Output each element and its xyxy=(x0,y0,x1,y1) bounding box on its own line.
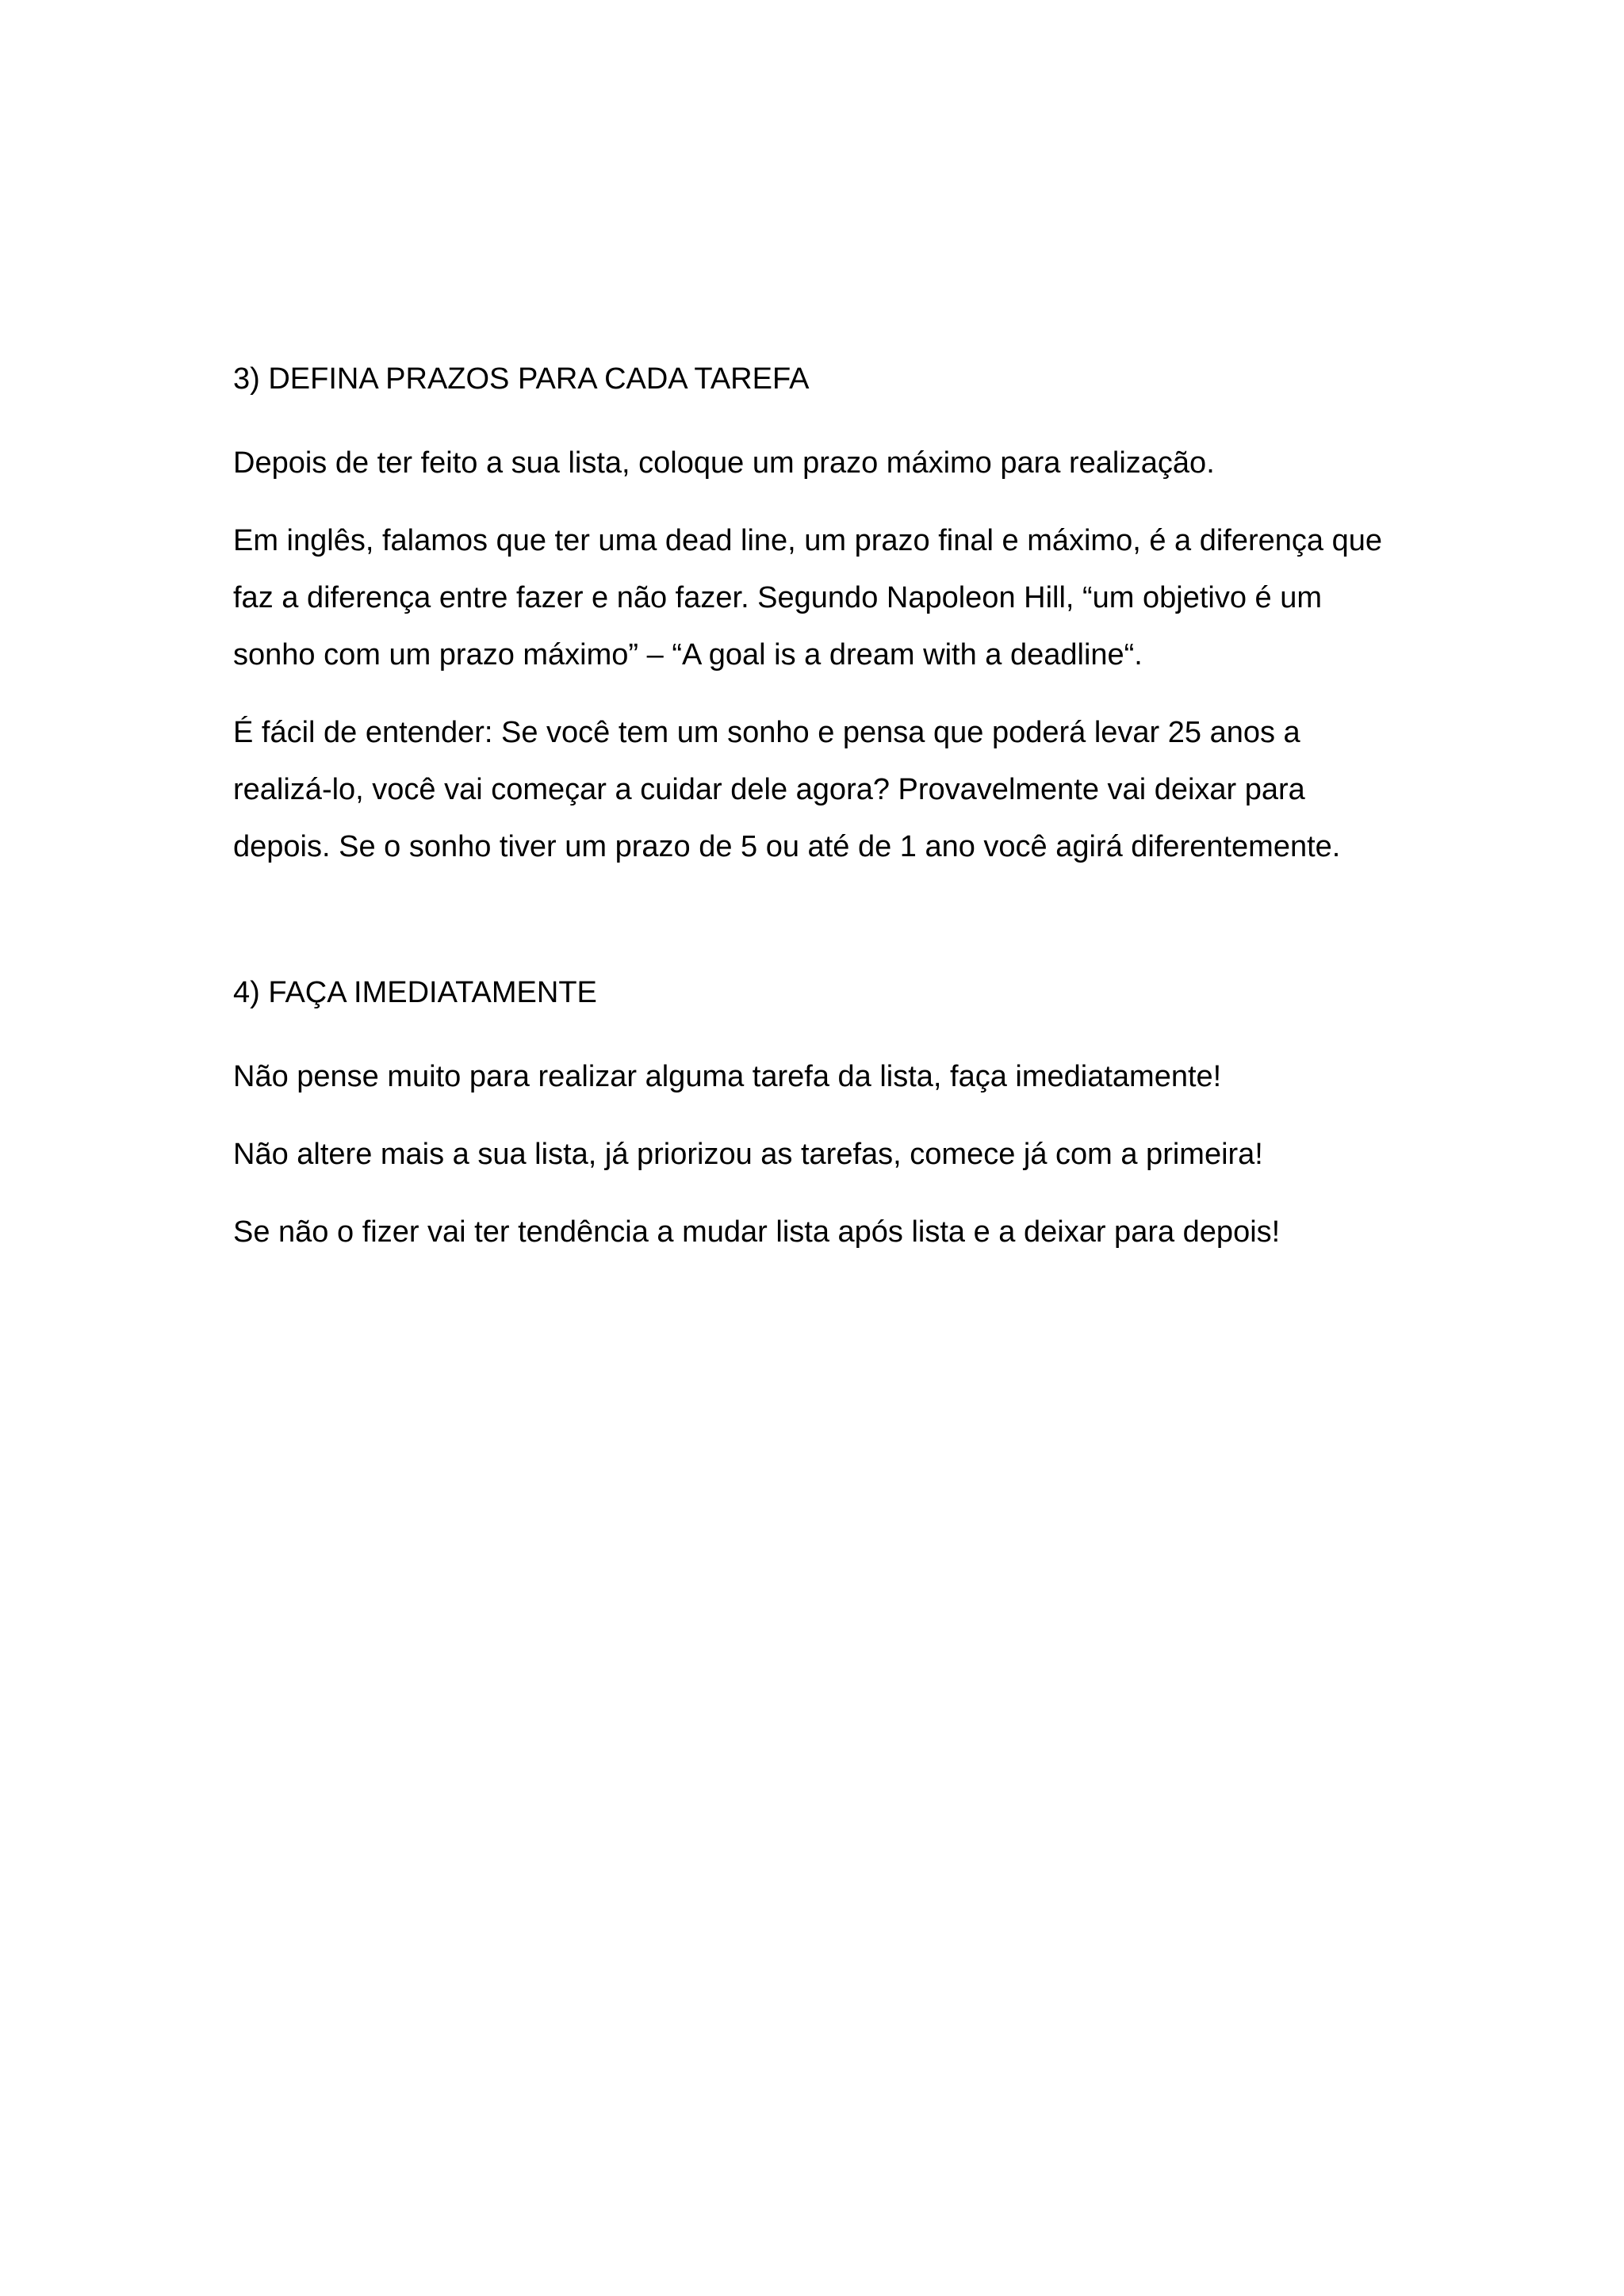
paragraph xyxy=(233,1048,1407,1105)
text-line: Não altere mais a sua lista, já priorizou as tarefas, comece já com a primeira! xyxy=(233,1138,1263,1171)
section-heading: 4) FAÇA IMEDIATAMENTE xyxy=(233,976,597,1009)
paragraph xyxy=(233,1126,1407,1183)
section-heading: 3) DEFINA PRAZOS PARA CADA TAREFA xyxy=(233,362,810,396)
section-spacer xyxy=(233,896,1407,970)
paragraph xyxy=(233,1203,1407,1261)
text-line: depois. Se o sonho tiver um prazo de 5 ou até de 1 ano você agirá diferentemente. xyxy=(233,830,1341,863)
paragraph xyxy=(233,704,1407,875)
document-page xyxy=(233,357,1407,1281)
text-line: sonho com um prazo máximo” – “A goal is a dream with a deadline“. xyxy=(233,638,1143,672)
text-line: Se não o fizer vai ter tendência a mudar lista após lista e a deixar para depois! xyxy=(233,1215,1281,1249)
text-line: faz a diferença entre fazer e não fazer. Segundo Napoleon Hill, “um objetivo é um xyxy=(233,581,1323,614)
section-define-deadlines xyxy=(233,357,1407,875)
text-line: Em inglês, falamos que ter uma dead line, um prazo final e máximo, é a diferença que xyxy=(233,524,1382,557)
section-do-immediately xyxy=(233,970,1407,1261)
text-line: Não pense muito para realizar alguma tarefa da lista, faça imediatamente! xyxy=(233,1060,1222,1093)
paragraph xyxy=(233,512,1407,683)
text-line: Depois de ter feito a sua lista, coloque um prazo máximo para realização. xyxy=(233,446,1215,480)
text-line: É fácil de entender: Se você tem um sonho e pensa que poderá levar 25 anos a xyxy=(233,716,1300,749)
text-line: realizá-lo, você vai começar a cuidar dele agora? Provavelmente vai deixar para xyxy=(233,773,1305,806)
paragraph xyxy=(233,434,1407,492)
